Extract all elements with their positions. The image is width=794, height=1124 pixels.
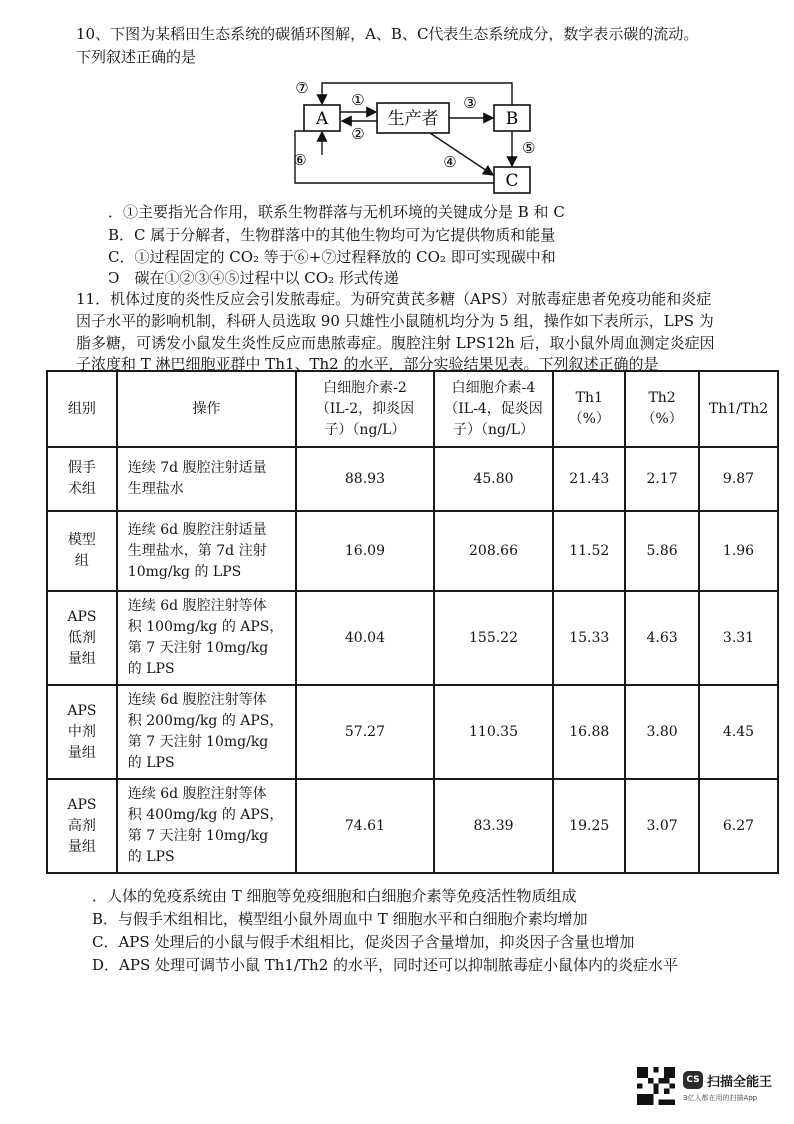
header-th2: Th2 （%）	[625, 371, 699, 447]
q11-option-a: ．人体的免疫系统由 T 细胞等免疫细胞和白细胞介素等免疫活性物质组成	[92, 887, 577, 905]
experiment-table	[46, 370, 779, 874]
q10-option-d: Ↄ 碳在①②③④⑤过程中以 CO₂ 形式传递	[108, 269, 399, 287]
arrow-6	[295, 131, 494, 183]
label-3: ③	[463, 94, 477, 112]
cell-group: 模型 组	[47, 511, 117, 591]
label-4: ④	[443, 153, 457, 171]
cell-op: 连续 6d 腹腔注射等体 积 100mg/kg 的 APS， 第 7 天注射 10mg/kg 的 LPS	[117, 591, 296, 685]
node-b-label: B	[505, 109, 519, 129]
q11-stem-line2: 因子水平的影响机制，科研人员选取 90 只雄性小鼠随机均分为 5 组，操作如下表所示，LPS 为	[76, 312, 714, 330]
q11-option-d: D．APS 处理可调节小鼠 Th1/Th2 的水平，同时还可以抑制脓毒症小鼠体内的炎症水平	[92, 956, 679, 974]
q10-option-b: B．C 属于分解者，生物群落中的其他生物均可为它提供物质和能量	[108, 226, 556, 244]
q11-stem-line3: 脂多糖，可诱发小鼠发生炎性反应而患脓毒症。腹腔注射 LPS12h 后，取小鼠外周血测定炎症因	[76, 334, 715, 352]
cell-th1: 16.88	[553, 685, 625, 779]
cell-th1: 11.52	[553, 511, 625, 591]
header-th1: Th1 （%）	[553, 371, 625, 447]
cell-op: 连续 7d 腹腔注射适量 生理盐水	[117, 447, 296, 511]
header-il2: 白细胞介素-2 （IL-2，抑炎因 子）（ng/L）	[296, 371, 434, 447]
label-7: ⑦	[295, 79, 309, 97]
table-row	[47, 685, 778, 779]
cell-il2: 57.27	[296, 685, 434, 779]
brand-tagline: 3亿人都在用的扫描App	[683, 1094, 758, 1102]
header-op: 操作	[117, 371, 296, 447]
node-c-label: C	[505, 171, 519, 191]
cell-th2: 3.07	[625, 779, 699, 873]
header-ratio: Th1/Th2	[699, 371, 778, 447]
cell-il2: 16.09	[296, 511, 434, 591]
cell-group: 假手 术组	[47, 447, 117, 511]
q10-stem-line2: 下列叙述正确的是	[76, 48, 197, 66]
cell-op: 连续 6d 腹腔注射适量 生理盐水，第 7d 注射 10mg/kg 的 LPS	[117, 511, 296, 591]
cell-th1: 21.43	[553, 447, 625, 511]
cell-il2: 74.61	[296, 779, 434, 873]
cell-ratio: 4.45	[699, 685, 778, 779]
cs-logo-icon: CS	[683, 1071, 703, 1089]
table-row	[47, 591, 778, 685]
q11-option-b: B．与假手术组相比，模型组小鼠外周血中 T 细胞水平和白细胞介素均增加	[92, 910, 588, 928]
q11-stem-line1: 11．机体过度的炎性反应会引发脓毒症。为研究黄芪多糖（APS）对脓毒症患者免疫功能和炎症	[76, 290, 712, 308]
brand-name: 扫描全能王	[707, 1075, 773, 1090]
cell-th2: 3.80	[625, 685, 699, 779]
cell-il2: 88.93	[296, 447, 434, 511]
cell-op: 连续 6d 腹腔注射等体 积 400mg/kg 的 APS， 第 7 天注射 10mg/kg 的 LPS	[117, 779, 296, 873]
qr-code-icon	[637, 1067, 675, 1105]
cell-il4: 83.39	[434, 779, 554, 873]
arrow-4	[430, 133, 493, 175]
node-producer-label: 生产者	[387, 109, 439, 129]
label-1: ①	[351, 91, 365, 109]
cell-th2: 5.86	[625, 511, 699, 591]
q11-stem-line4: 子浓度和 T 淋巴细胞亚群中 Th1、Th2 的水平，部分实验结果见表。下列叙述正确的是	[76, 355, 659, 373]
table-header-row	[47, 371, 778, 447]
cell-ratio: 9.87	[699, 447, 778, 511]
label-2: ②	[351, 125, 365, 143]
label-5: ⑤	[522, 139, 536, 157]
cell-ratio: 1.96	[699, 511, 778, 591]
cell-th2: 4.63	[625, 591, 699, 685]
cell-il4: 155.22	[434, 591, 554, 685]
cell-il4: 208.66	[434, 511, 554, 591]
node-a-label: A	[315, 109, 329, 129]
table-row	[47, 779, 778, 873]
cell-th1: 19.25	[553, 779, 625, 873]
label-6: ⑥	[293, 151, 307, 169]
cell-group: APS 中剂 量组	[47, 685, 117, 779]
header-group: 组别	[47, 371, 117, 447]
cell-il2: 40.04	[296, 591, 434, 685]
q11-option-c: C．APS 处理后的小鼠与假手术组相比，促炎因子含量增加，抑炎因子含量也增加	[92, 933, 635, 951]
q10-option-c: C．①过程固定的 CO₂ 等于⑥+⑦过程释放的 CO₂ 即可实现碳中和	[108, 248, 556, 266]
table-row	[47, 447, 778, 511]
cell-group: APS 低剂 量组	[47, 591, 117, 685]
cell-th2: 2.17	[625, 447, 699, 511]
q10-stem-line1: 10、下图为某稻田生态系统的碳循环图解，A、B、C代表生态系统成分，数字表示碳的流动。	[76, 25, 699, 43]
cell-op: 连续 6d 腹腔注射等体 积 200mg/kg 的 APS， 第 7 天注射 10mg/kg 的 LPS	[117, 685, 296, 779]
cell-il4: 45.80	[434, 447, 554, 511]
carbon-cycle-diagram	[290, 75, 540, 200]
table-row	[47, 511, 778, 591]
cell-il4: 110.35	[434, 685, 554, 779]
cell-ratio: 3.31	[699, 591, 778, 685]
cell-th1: 15.33	[553, 591, 625, 685]
q10-option-a: ．①主要指光合作用，联系生物群落与无机环境的关键成分是 B 和 C	[108, 203, 565, 221]
header-il4: 白细胞介素-4 （IL-4，促炎因 子）（ng/L）	[434, 371, 554, 447]
cell-group: APS 高剂 量组	[47, 779, 117, 873]
cell-ratio: 6.27	[699, 779, 778, 873]
